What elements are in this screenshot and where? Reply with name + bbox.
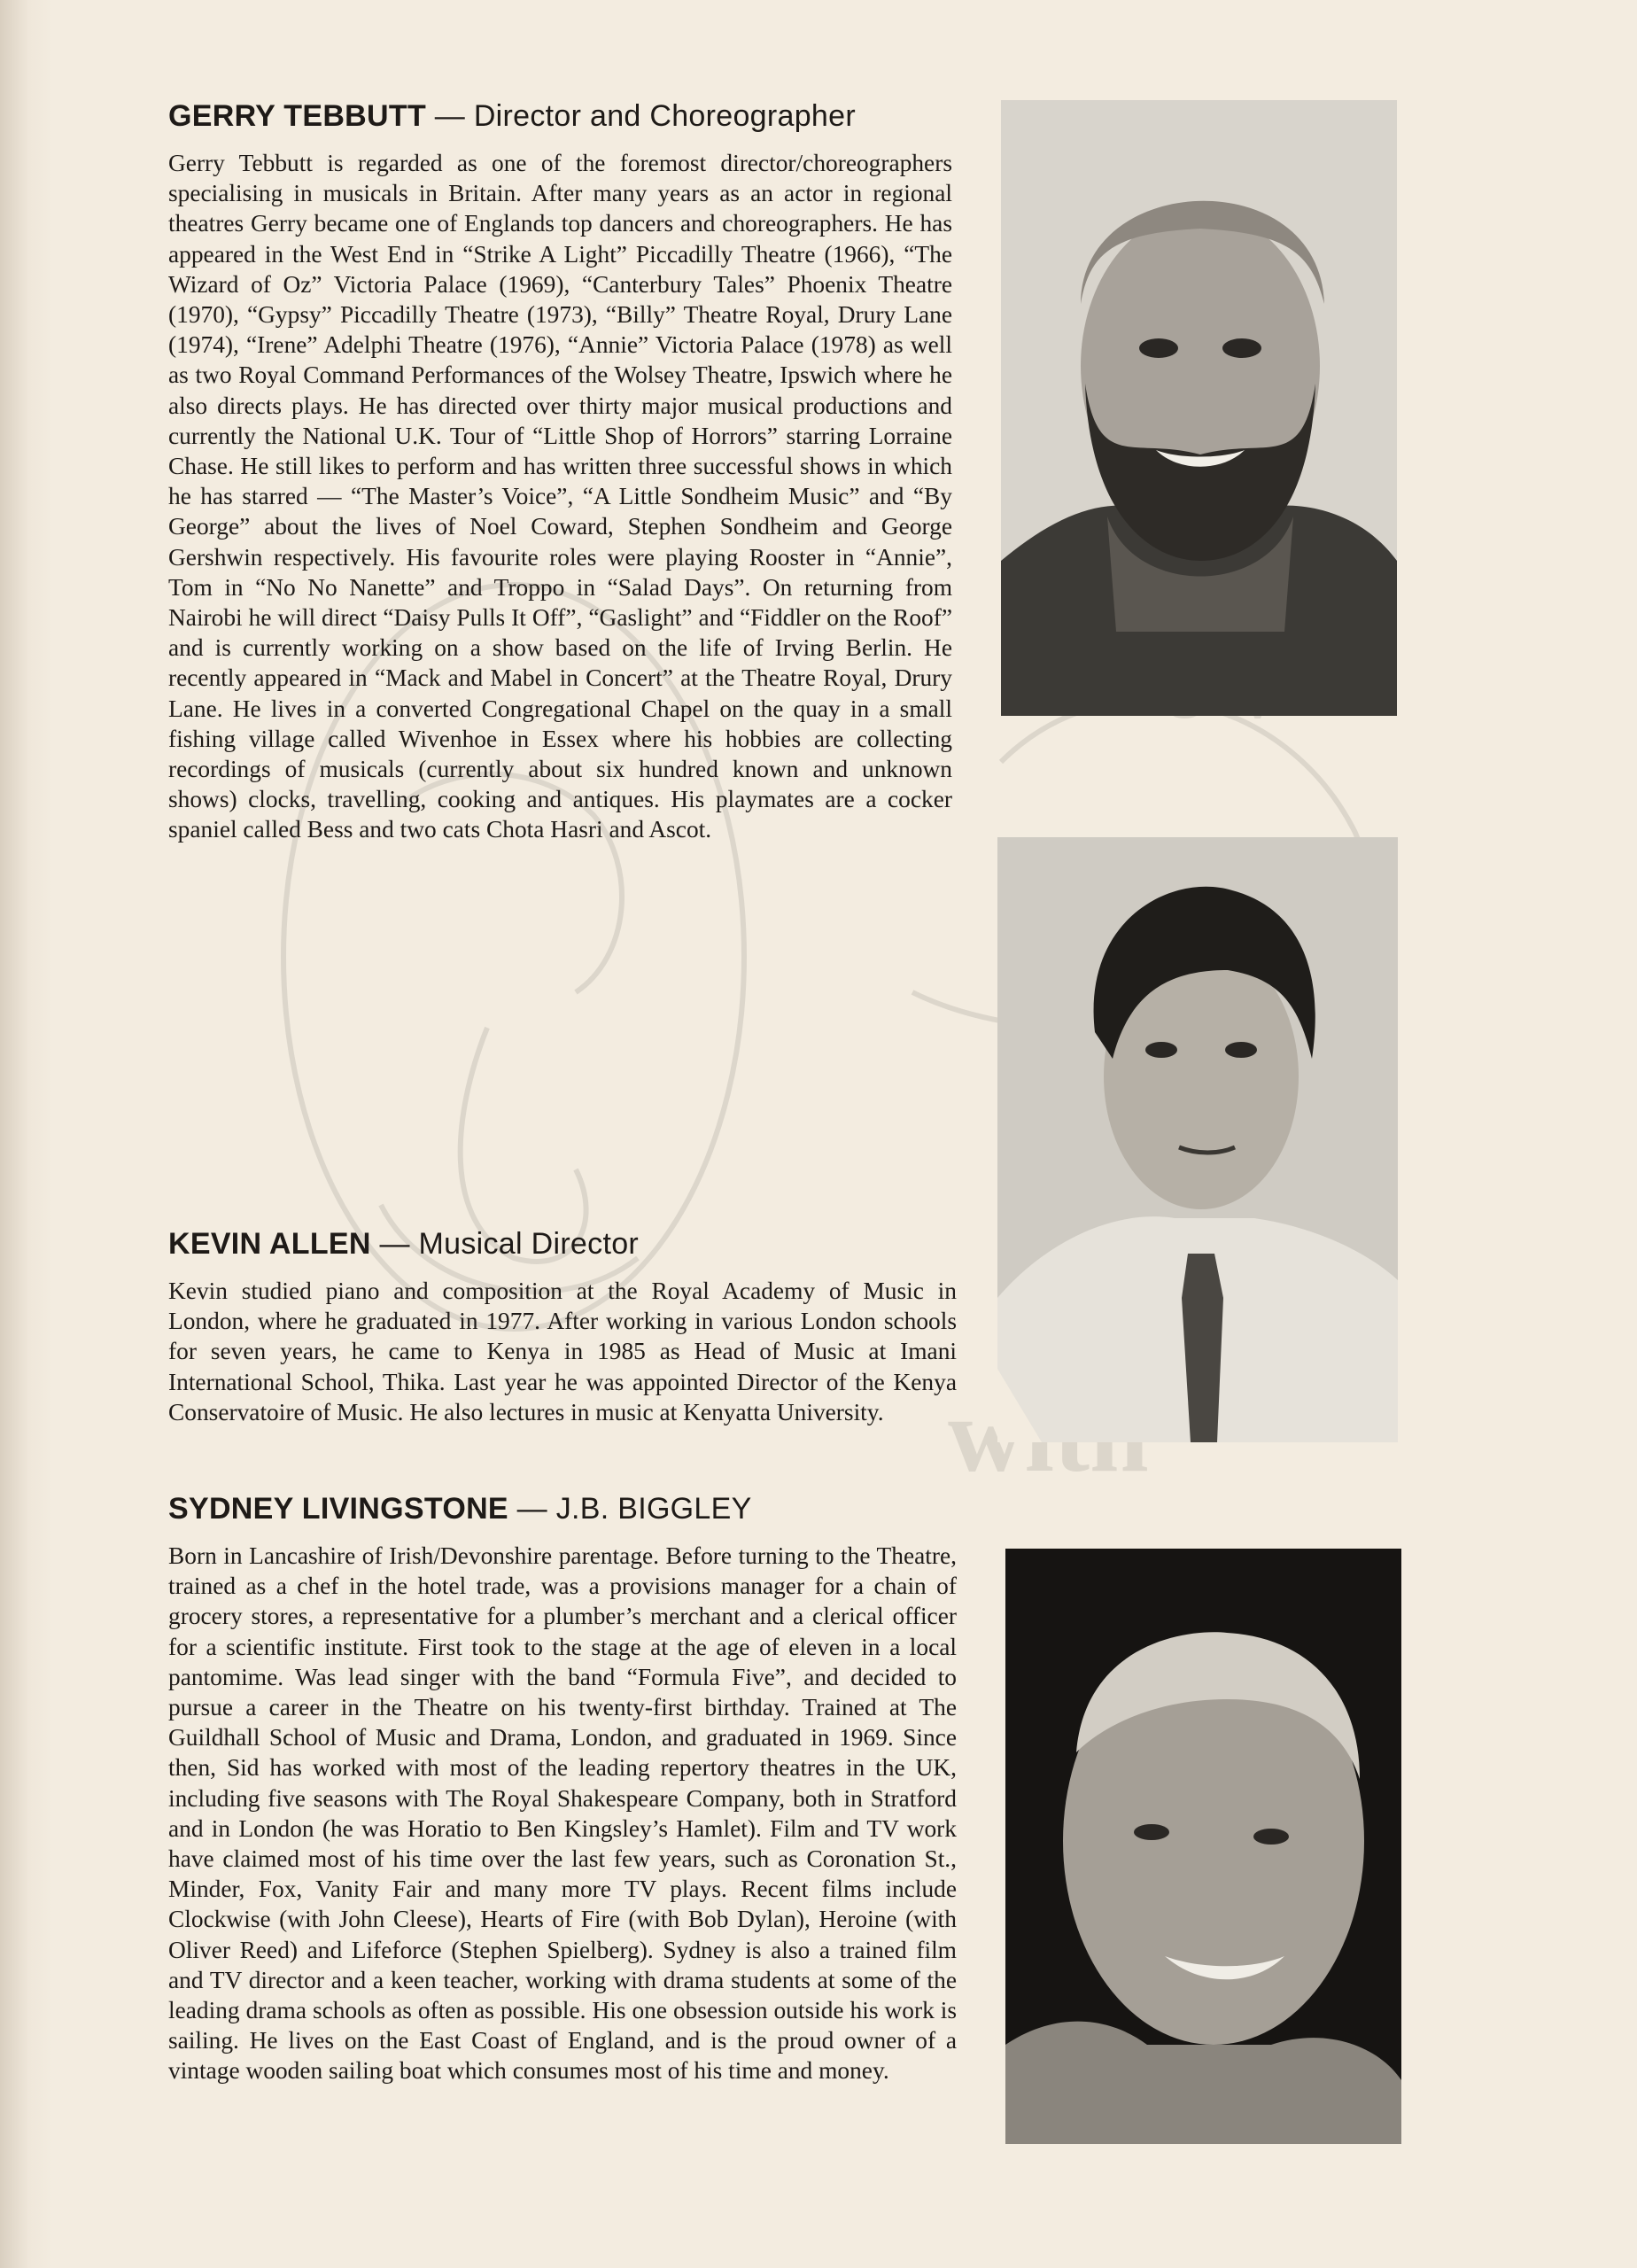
bio-kevin-allen [168,1227,957,1427]
person-role: — J.B. BIGGLEY [508,1492,752,1526]
person-role: — Director and Choreographer [426,99,856,133]
portrait-photo-gerry-tebbutt [1001,100,1397,716]
bio-text: Born in Lancashire of Irish/Devonshire parentage. Before turning to the Theatre, trained as a chef in the hotel trade, was a provisions manager for a chain of grocery stores, a representative for a plumber’s merchant and a clerical officer for a scientific institute. First took to the stage at the age of eleven in a local pantomime. Was lead singer with the band “Formula Five”, and decided to pursue a career in the Theatre on his twenty-first birthday. Trained at The Guildhall School of Music and Drama, London, and graduated in 1969. Since then, Sid has worked with most of the leading repertory theatres in the UK, including five seasons with The Royal Shakespeare Company, both in Stratford and in London (he was Horatio to Ben Kingsley’s Hamlet). Film and TV work have claimed most of his time over the last few years, such as Coronation St., Minder, Fox, Vanity Fair and many more TV plays. Recent films include Clockwise (with John Cleese), Hearts of Fire (with Bob Dylan), Heroine (with Oliver Reed) and Lifeforce (Stephen Spielberg). Sydney is also a trained film and TV director and a keen teacher, working with drama students at some of the leading drama schools as often as possible. His one obsession outside his work is sailing. He lives on the East Coast of England, and is the proud owner of a vintage wooden sailing boat which consumes most of his time and money. [168,1542,957,2085]
bio-text: Kevin studied piano and composition at the Royal Academy of Music in London, where he graduated in 1977. After working in various London schools for seven years, he came to Kenya in 1985 as Head of Music at Imani International School, Thika. Last year he was appointed Director of the Kenya Conservatoire of Music. He also lectures in music at Kenyatta University. [168,1278,957,1425]
page-fold-shadow [0,0,53,2268]
bio-heading [168,1492,957,1526]
person-name: KEVIN ALLEN [168,1227,371,1261]
bio-heading [168,1227,957,1262]
portrait-photo-kevin-allen [997,837,1398,1442]
bio-sydney-livingstone [168,1492,957,2086]
portrait-photo-sydney-livingstone [1005,1549,1401,2144]
bio-heading [168,99,952,134]
person-name: GERRY TEBBUTT [168,99,427,133]
bio-text: Gerry Tebbutt is regarded as one of the foremost director/choreographers specialising in musicals in Britain. After many years as an actor in regional theatres Gerry became one of Englands top dancers and choreographers. He has appeared in the West End in “Strike A Light” Piccadilly Theatre (1966), “The Wizard of Oz” Victoria Palace (1969), “Canterbury Tales” Phoenix Theatre (1970), “Gypsy” Piccadilly Theatre (1973), “Billy” Theatre Royal, Drury Lane (1974), “Irene” Adelphi Theatre (1976), “Annie” Victoria Palace (1978) as well as two Royal Command Performances of the Wolsey Theatre, Ipswich where he also directs plays. He has directed over thirty major musical productions and currently the National U.K. Tour of “Little Shop of Horrors” starring Lorraine Chase. He still likes to perform and has written three successful shows in which he has starred — “The Master’s Voice”, “A Little Sondheim Music” and “By George” about the lives of Noel Coward, Stephen Sondheim and George Gershwin respectively. His favourite roles were playing Rooster in “Annie”, Tom in “No No Nanette” and Troppo in “Salad Days”. On returning from Nairobi he will direct “Daisy Pulls It Off”, “Gaslight” and “Fiddler on the Roof” and is currently working on a show based on the life of Irving Berlin. He recently appeared in “Mack and Mabel in Concert” at the Theatre Royal, Drury Lane. He lives in a converted Congregational Chapel on the quay in a small fishing village called Wivenhoe in Essex where his hobbies are collecting recordings of musicals (currently about six hundred known and unknown shows) clocks, travelling, cooking and antiques. His playmates are a cocker spaniel called Bess and two cats Chota Hasri and Ascot. [168,150,952,843]
bio-gerry-tebbutt [168,99,952,845]
person-role: — Musical Director [370,1227,640,1261]
person-name: SYDNEY LIVINGSTONE [168,1492,508,1526]
